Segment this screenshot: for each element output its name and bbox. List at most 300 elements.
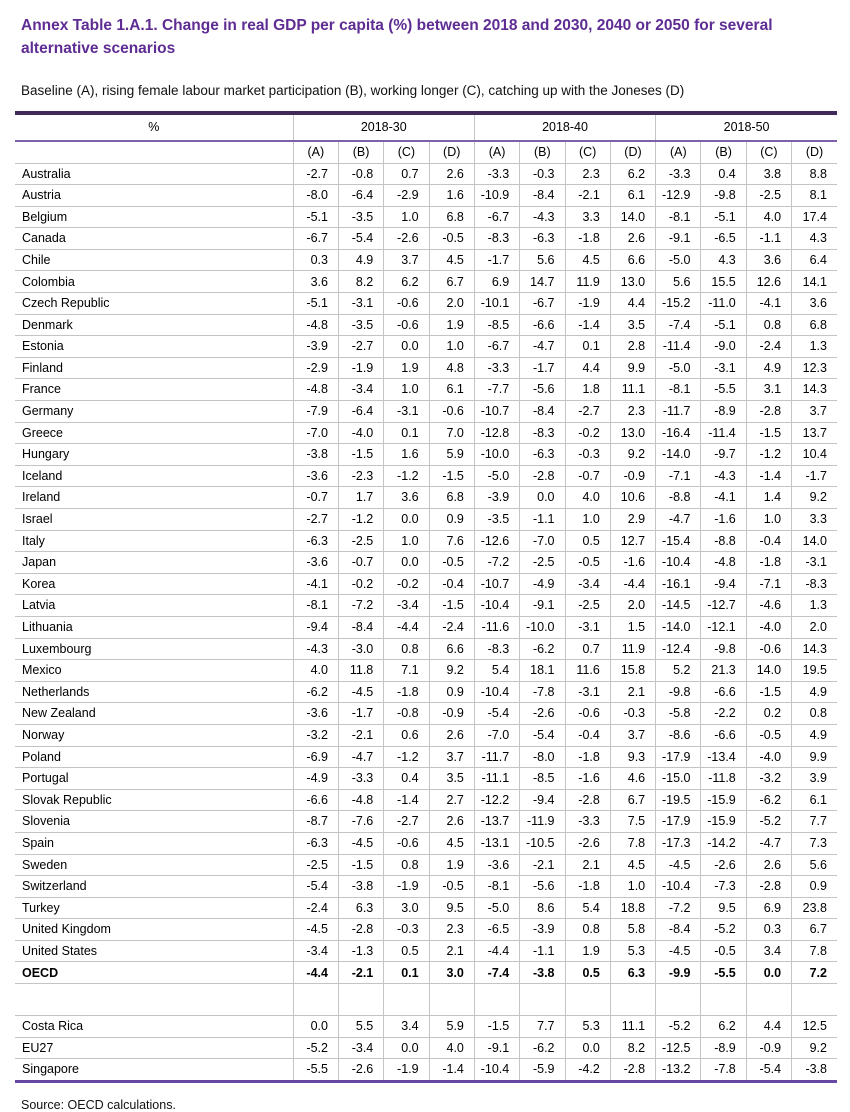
value-cell: 9.5 [701,897,746,919]
table-row [15,854,837,876]
value-cell: -1.5 [429,465,474,487]
value-cell: -0.8 [384,703,429,725]
value-cell: -1.8 [565,876,610,898]
value-cell: -2.5 [520,552,565,574]
scenario-header: (D) [429,141,474,164]
table-row [15,638,837,660]
value-cell: -1.6 [565,768,610,790]
value-cell: 2.6 [746,854,791,876]
value-cell: -0.8 [338,163,383,185]
value-cell [429,984,474,1016]
value-cell: 1.7 [338,487,383,509]
value-cell: -1.4 [429,1059,474,1082]
value-cell: 2.7 [429,789,474,811]
value-cell: -8.3 [474,228,519,250]
value-cell: 0.9 [792,876,837,898]
year-group-header: 2018-50 [656,113,837,141]
value-cell: -1.5 [338,854,383,876]
scenario-header: (C) [565,141,610,164]
value-cell: 4.0 [429,1037,474,1059]
value-cell: -5.1 [701,206,746,228]
value-cell: -3.4 [338,1037,383,1059]
value-cell: -2.5 [293,854,338,876]
value-cell: 2.1 [565,854,610,876]
value-cell: 6.8 [792,314,837,336]
value-cell: -5.0 [474,465,519,487]
value-cell: -2.1 [338,724,383,746]
table-row [15,1037,837,1059]
value-cell: -6.6 [701,724,746,746]
value-cell: 9.3 [610,746,655,768]
value-cell: 11.8 [338,660,383,682]
value-cell: -9.0 [701,336,746,358]
country-cell: Turkey [15,897,293,919]
country-cell: Italy [15,530,293,552]
value-cell: -1.4 [384,789,429,811]
value-cell: -4.8 [701,552,746,574]
value-cell: -6.2 [520,638,565,660]
table-row [15,552,837,574]
value-cell: -0.6 [384,314,429,336]
value-cell: 14.0 [746,660,791,682]
value-cell: -0.3 [565,444,610,466]
value-cell: 8.2 [338,271,383,293]
value-cell: 0.0 [384,509,429,531]
value-cell: -6.7 [474,206,519,228]
value-cell: -0.5 [701,940,746,962]
value-cell: -12.2 [474,789,519,811]
value-cell: -2.1 [520,854,565,876]
value-cell: 3.6 [746,249,791,271]
value-cell: 0.3 [293,249,338,271]
value-cell: 0.0 [520,487,565,509]
value-cell: -3.4 [338,379,383,401]
value-cell: 21.3 [701,660,746,682]
value-cell: -1.6 [610,552,655,574]
value-cell: -0.2 [384,573,429,595]
table-row [15,746,837,768]
value-cell: 3.3 [792,509,837,531]
country-cell: Denmark [15,314,293,336]
value-cell: -0.6 [384,293,429,315]
value-cell: -16.1 [656,573,701,595]
value-cell: -2.4 [746,336,791,358]
value-cell: -3.1 [792,552,837,574]
value-cell: -4.7 [338,746,383,768]
value-cell: -6.3 [293,832,338,854]
country-cell: Poland [15,746,293,768]
value-cell: -1.8 [384,681,429,703]
value-cell: -4.2 [565,1059,610,1082]
scenario-header: (C) [746,141,791,164]
value-cell: -8.4 [656,919,701,941]
value-cell: -3.1 [565,616,610,638]
value-cell: -10.1 [474,293,519,315]
value-cell: -0.6 [384,832,429,854]
value-cell: -1.2 [338,509,383,531]
table-row [15,293,837,315]
value-cell: 6.2 [384,271,429,293]
value-cell: -0.5 [429,876,474,898]
country-cell: Germany [15,401,293,423]
value-cell: 4.0 [293,660,338,682]
value-cell: -8.0 [293,185,338,207]
country-cell: Mexico [15,660,293,682]
value-cell: -10.0 [474,444,519,466]
value-cell: 0.8 [792,703,837,725]
value-cell: -6.7 [520,293,565,315]
value-cell: 1.6 [384,444,429,466]
value-cell: -2.5 [338,530,383,552]
value-cell: 3.7 [610,724,655,746]
value-cell [474,984,519,1016]
value-cell: -1.5 [746,681,791,703]
value-cell: -1.8 [565,746,610,768]
value-cell: -1.5 [338,444,383,466]
table-row [15,1016,837,1038]
value-cell: -4.0 [746,746,791,768]
value-cell: 6.9 [474,271,519,293]
value-cell [746,984,791,1016]
table-row [15,984,837,1016]
value-cell: -5.2 [656,1016,701,1038]
value-cell: -3.9 [293,336,338,358]
value-cell: -13.1 [474,832,519,854]
value-cell: 4.9 [746,357,791,379]
value-cell: -3.1 [338,293,383,315]
value-cell: 0.6 [384,724,429,746]
value-cell: -4.7 [520,336,565,358]
table-row [15,616,837,638]
table-row [15,1059,837,1082]
scenario-header: (D) [792,141,837,164]
value-cell: -1.5 [474,1016,519,1038]
value-cell: 9.5 [429,897,474,919]
value-cell: -8.5 [520,768,565,790]
value-cell: -2.4 [293,897,338,919]
value-cell: -8.1 [474,876,519,898]
table-row [15,271,837,293]
value-cell: 3.6 [384,487,429,509]
value-cell: -2.8 [520,465,565,487]
value-cell: -6.9 [293,746,338,768]
value-cell: -2.5 [746,185,791,207]
value-cell: -11.4 [701,422,746,444]
value-cell: -2.6 [520,703,565,725]
value-cell: 2.6 [429,163,474,185]
scenario-header: (B) [520,141,565,164]
value-cell: -6.3 [520,228,565,250]
value-cell: -12.1 [701,616,746,638]
value-cell: 6.3 [338,897,383,919]
value-cell: 4.0 [746,206,791,228]
value-cell: -6.6 [293,789,338,811]
value-cell: 4.4 [746,1016,791,1038]
value-cell: 2.3 [610,401,655,423]
value-cell: 13.0 [610,271,655,293]
value-cell: 7.8 [792,940,837,962]
value-cell: -2.8 [746,401,791,423]
value-cell: -8.3 [792,573,837,595]
value-cell: -3.2 [293,724,338,746]
table-row [15,811,837,833]
source-note: Source: OECD calculations. [21,1097,176,1112]
value-cell: 2.0 [429,293,474,315]
value-cell: -5.0 [474,897,519,919]
value-cell: -7.1 [746,573,791,595]
value-cell: -7.0 [474,724,519,746]
value-cell: -7.7 [474,379,519,401]
page-title: Annex Table 1.A.1. Change in real GDP per capita (%) between 2018 and 2030, 2040 or 2050 for several alternative scenarios [21,17,773,58]
value-cell: 0.1 [384,422,429,444]
value-cell: 1.0 [565,509,610,531]
country-cell: Norway [15,724,293,746]
value-cell: -11.9 [520,811,565,833]
value-cell: 14.7 [520,271,565,293]
table-header-groups [15,113,837,141]
value-cell: 3.0 [384,897,429,919]
value-cell: 0.0 [384,1037,429,1059]
value-cell: -1.1 [520,940,565,962]
country-cell: Korea [15,573,293,595]
table-row [15,832,837,854]
value-cell: -2.7 [293,509,338,531]
value-cell: -4.5 [338,681,383,703]
value-cell: -13.2 [656,1059,701,1082]
value-cell [338,984,383,1016]
value-cell: -4.9 [293,768,338,790]
value-cell: -1.2 [746,444,791,466]
value-cell: 7.5 [610,811,655,833]
value-cell: -2.7 [565,401,610,423]
value-cell: -1.7 [338,703,383,725]
table-row [15,444,837,466]
value-cell: 6.8 [429,206,474,228]
value-cell: 0.8 [746,314,791,336]
value-cell: -1.4 [565,314,610,336]
value-cell: -1.3 [338,940,383,962]
value-cell: -6.2 [746,789,791,811]
value-cell: -14.5 [656,595,701,617]
value-cell: 0.4 [701,163,746,185]
value-cell: 8.8 [792,163,837,185]
value-cell: -5.4 [293,876,338,898]
value-cell: -2.8 [338,919,383,941]
value-cell: 4.5 [565,249,610,271]
value-cell: -1.7 [520,357,565,379]
value-cell: 3.7 [429,746,474,768]
country-cell: Colombia [15,271,293,293]
value-cell: 6.1 [610,185,655,207]
value-cell: 6.3 [610,962,655,984]
value-cell: -7.6 [338,811,383,833]
value-cell: -15.0 [656,768,701,790]
value-cell: 5.5 [338,1016,383,1038]
value-cell: -10.0 [520,616,565,638]
value-cell: 8.6 [520,897,565,919]
table-row [15,401,837,423]
value-cell: -2.8 [746,876,791,898]
value-cell: -4.8 [338,789,383,811]
value-cell: -2.1 [338,962,383,984]
value-cell: -11.0 [701,293,746,315]
value-cell: -1.8 [746,552,791,574]
value-cell: 1.9 [565,940,610,962]
value-cell: -1.2 [384,746,429,768]
value-cell [293,984,338,1016]
value-cell: 18.8 [610,897,655,919]
value-cell: -6.5 [701,228,746,250]
value-cell: -1.2 [384,465,429,487]
table-row [15,249,837,271]
value-cell: -8.8 [656,487,701,509]
value-cell: -3.5 [338,314,383,336]
value-cell: -3.9 [474,487,519,509]
value-cell: 5.4 [565,897,610,919]
value-cell: -0.9 [746,1037,791,1059]
table-row [15,876,837,898]
value-cell: -4.3 [701,465,746,487]
value-cell: -6.2 [520,1037,565,1059]
value-cell: -2.8 [565,789,610,811]
value-cell: -2.6 [565,832,610,854]
value-cell: 1.9 [429,314,474,336]
value-cell: 10.6 [610,487,655,509]
value-cell: -8.4 [520,185,565,207]
value-cell: -0.5 [746,724,791,746]
value-cell: -14.0 [656,616,701,638]
value-cell: 5.4 [474,660,519,682]
value-cell: 3.4 [746,940,791,962]
value-cell: 1.0 [384,206,429,228]
value-cell [520,984,565,1016]
value-cell [792,984,837,1016]
country-cell: Chile [15,249,293,271]
value-cell: -6.6 [701,681,746,703]
value-cell: 0.8 [384,854,429,876]
value-cell: -5.5 [701,962,746,984]
value-cell: 1.0 [384,379,429,401]
value-cell: -12.5 [656,1037,701,1059]
value-cell: 5.6 [656,271,701,293]
value-cell: -15.4 [656,530,701,552]
value-cell: 0.1 [565,336,610,358]
value-cell: -12.9 [656,185,701,207]
value-cell: -4.5 [656,940,701,962]
table-row [15,768,837,790]
value-cell: -12.6 [474,530,519,552]
value-cell: -3.3 [565,811,610,833]
value-cell: -14.2 [701,832,746,854]
value-cell: -6.7 [293,228,338,250]
country-cell: United States [15,940,293,962]
value-cell: -10.4 [474,595,519,617]
country-cell: Sweden [15,854,293,876]
value-cell: 11.9 [610,638,655,660]
value-cell: -5.6 [520,379,565,401]
value-cell: 2.9 [610,509,655,531]
value-cell: -1.9 [338,357,383,379]
value-cell: -1.1 [520,509,565,531]
scenario-header: (B) [338,141,383,164]
value-cell: -2.7 [384,811,429,833]
value-cell: -4.3 [293,638,338,660]
country-cell: Greece [15,422,293,444]
value-cell: -1.5 [429,595,474,617]
value-cell: 6.7 [610,789,655,811]
value-cell: 13.7 [792,422,837,444]
value-cell: 1.6 [429,185,474,207]
value-cell: -3.6 [293,552,338,574]
value-cell: -4.5 [338,832,383,854]
value-cell: -0.2 [338,573,383,595]
value-cell: 5.9 [429,1016,474,1038]
value-cell: 7.0 [429,422,474,444]
value-cell: 3.6 [293,271,338,293]
table-row [15,228,837,250]
country-cell: Belgium [15,206,293,228]
country-cell: France [15,379,293,401]
value-cell: 4.5 [429,832,474,854]
value-cell: -7.2 [474,552,519,574]
value-cell: -9.4 [520,789,565,811]
value-cell: -2.1 [565,185,610,207]
value-cell: -9.1 [474,1037,519,1059]
value-cell: 12.6 [746,271,791,293]
value-cell: -2.6 [701,854,746,876]
value-cell: 11.1 [610,1016,655,1038]
value-cell: -7.2 [656,897,701,919]
value-cell: 0.7 [384,163,429,185]
value-cell: 11.1 [610,379,655,401]
value-cell: -9.9 [656,962,701,984]
value-cell: -5.2 [746,811,791,833]
value-cell: -7.0 [520,530,565,552]
value-cell: -0.5 [429,228,474,250]
value-cell: 2.3 [429,919,474,941]
value-cell: -2.6 [338,1059,383,1082]
value-cell: 15.8 [610,660,655,682]
value-cell: 1.3 [792,595,837,617]
value-cell: -7.4 [656,314,701,336]
value-cell: 0.5 [565,962,610,984]
value-cell: 2.1 [610,681,655,703]
value-cell: -6.4 [338,401,383,423]
year-group-header: 2018-30 [293,113,474,141]
value-cell: -8.5 [474,314,519,336]
value-cell: -4.5 [656,854,701,876]
value-cell: -0.3 [384,919,429,941]
value-cell: 14.3 [792,379,837,401]
value-cell: -4.1 [746,293,791,315]
value-cell: 3.5 [429,768,474,790]
scenario-header: (C) [384,141,429,164]
value-cell: 1.0 [746,509,791,531]
value-cell: -7.2 [338,595,383,617]
value-cell: -7.1 [656,465,701,487]
value-cell: -8.6 [656,724,701,746]
table-row [15,703,837,725]
value-cell [610,984,655,1016]
value-cell: -6.3 [520,444,565,466]
value-cell: -2.6 [384,228,429,250]
value-cell: 5.6 [792,854,837,876]
value-cell: -19.5 [656,789,701,811]
value-cell: 3.6 [792,293,837,315]
value-cell: 2.6 [429,724,474,746]
value-cell: 14.1 [792,271,837,293]
value-cell [384,984,429,1016]
